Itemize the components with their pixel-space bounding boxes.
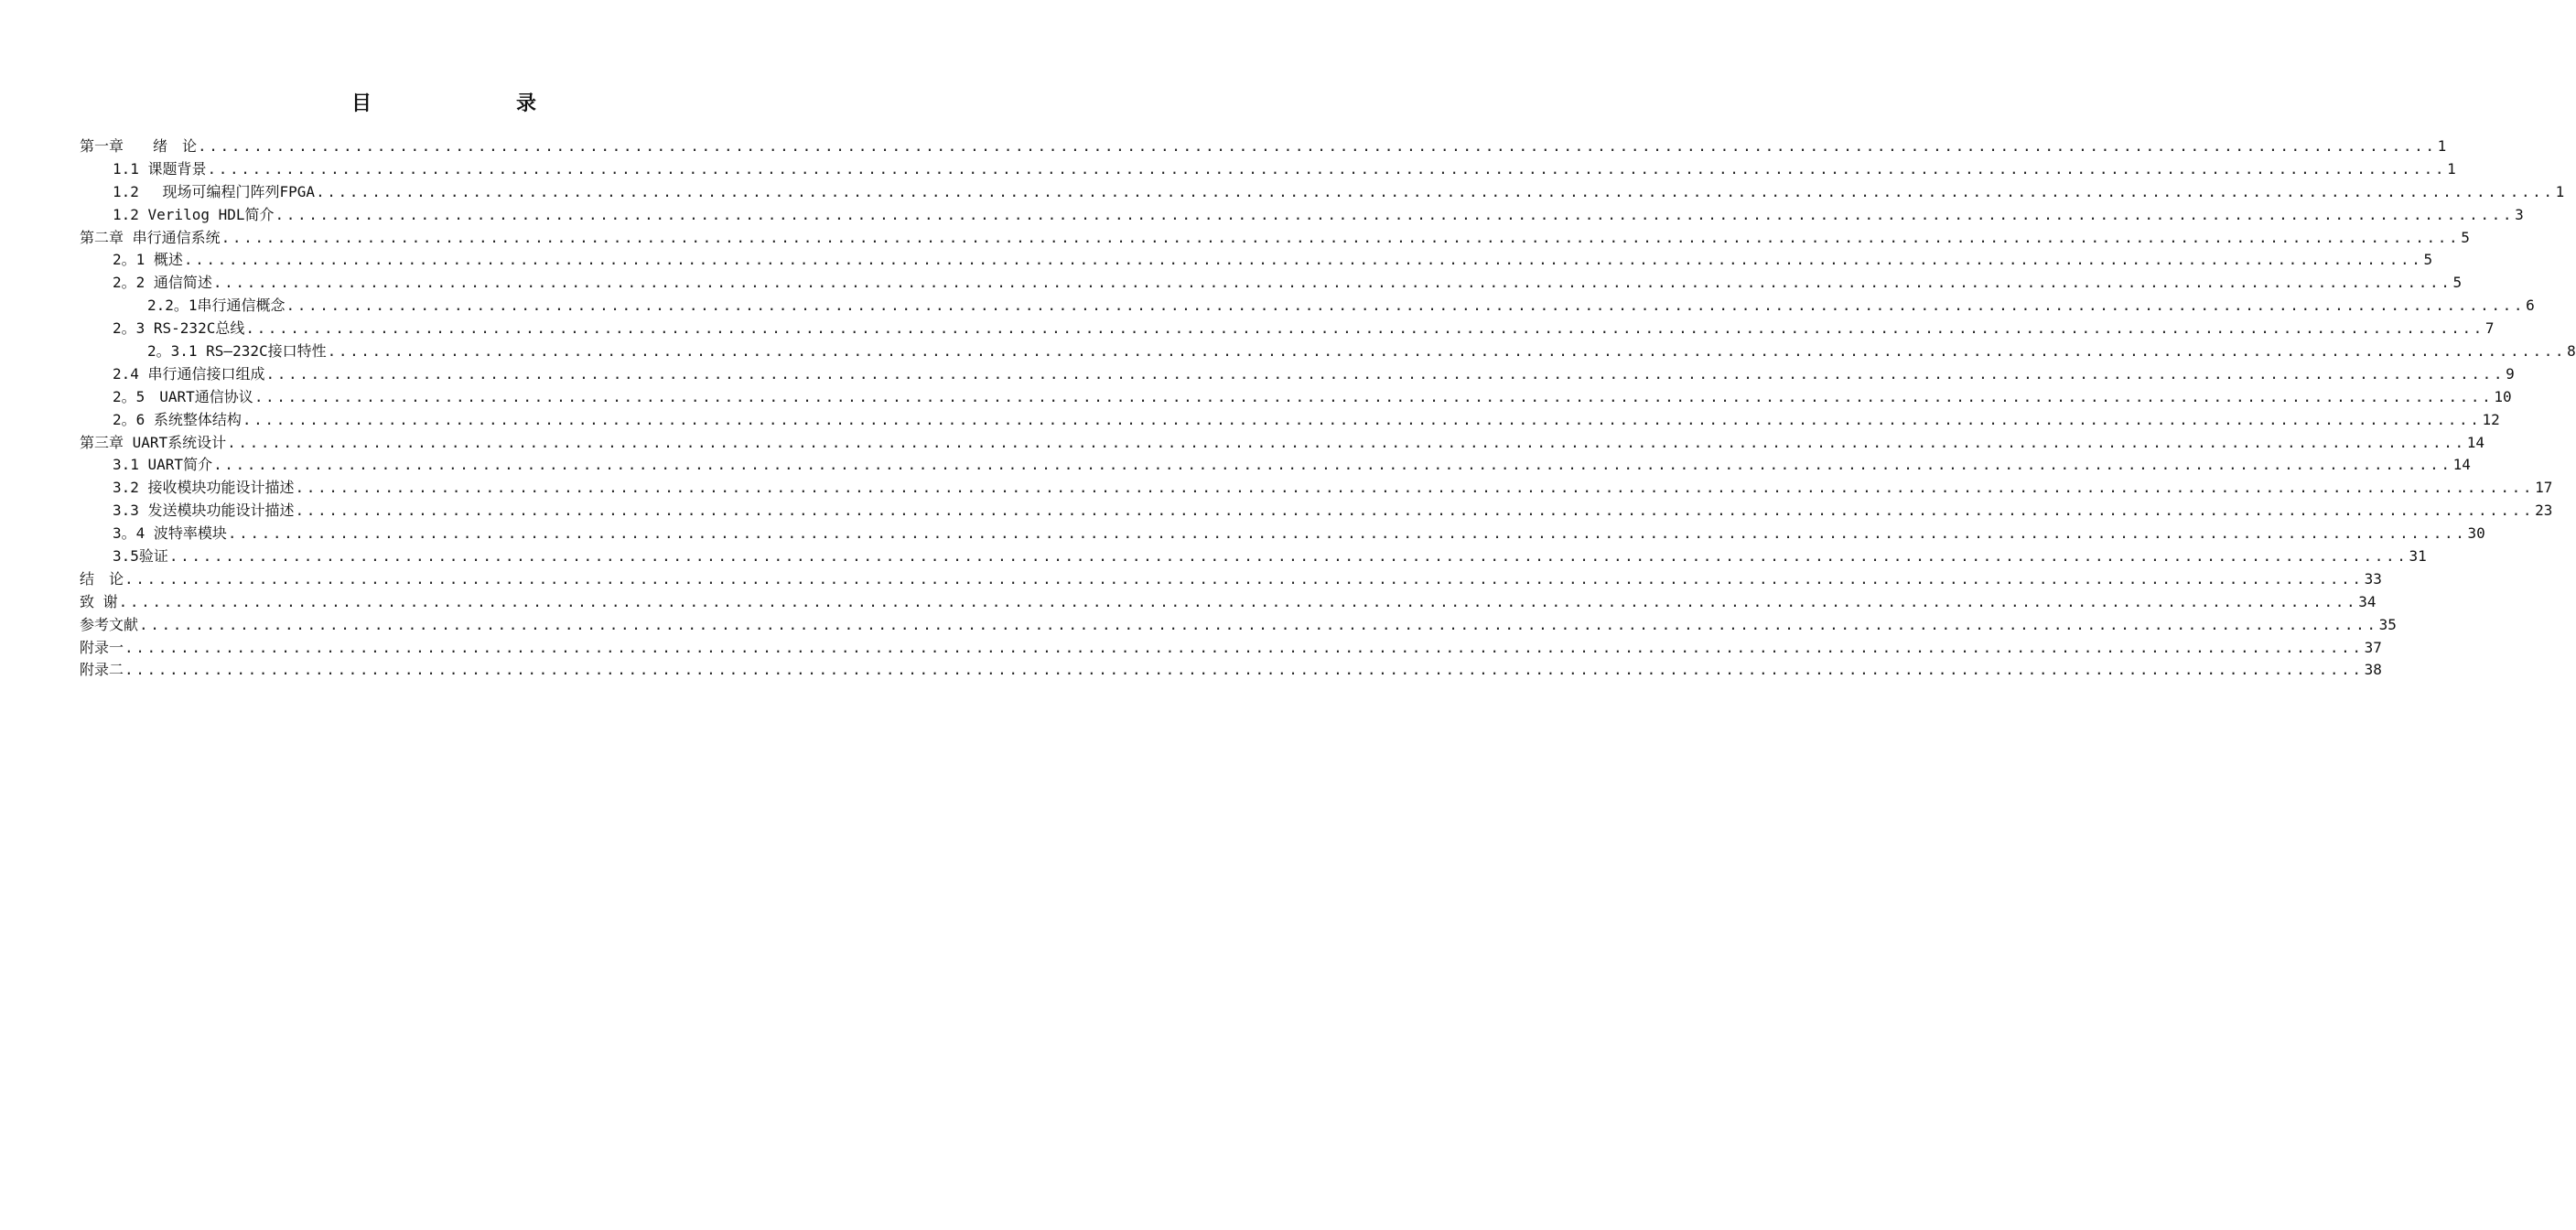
dot-leader: ........................................................................................................................................................................................................ [124, 569, 2364, 588]
toc-entry-label: 3.2 接收模块功能设计描述 [113, 479, 295, 497]
toc-entry-label: 2。1 概述 [113, 251, 183, 269]
toc-entry-page-number: 31 [2409, 547, 2427, 566]
toc-entry-label: 2。2 通信简述 [113, 274, 212, 292]
toc-entry-page-number: 8 [2567, 342, 2576, 361]
dot-leader: ........................................................................................................................................................................................................ [168, 547, 2409, 566]
dot-leader: ........................................................................................................................................................................................................ [198, 137, 2437, 155]
toc-entry[interactable] [80, 637, 2382, 660]
toc-entry-label: 参考文献 [80, 615, 139, 633]
toc-entry-label: 1.1 课题背景 [113, 159, 207, 178]
toc-entry[interactable] [80, 135, 2447, 158]
toc-entry-page-number: 34 [2358, 592, 2377, 610]
toc-entry-label: 3。4 波特率模块 [113, 524, 227, 543]
dot-leader: ........................................................................................................................................................................................................ [295, 479, 2535, 497]
toc-entry-page-number: 6 [2526, 297, 2535, 315]
toc-entry-page-number: 37 [2364, 638, 2382, 656]
dot-leader: ........................................................................................................................................................................................................ [207, 159, 2447, 178]
toc-entry[interactable] [80, 249, 2433, 272]
toc-entry-page-number: 17 [2535, 479, 2553, 497]
toc-entry[interactable] [80, 363, 2515, 386]
toc-entry-label: 2。6 系统整体结构 [113, 410, 242, 428]
toc-entry-label: 3.5验证 [113, 547, 168, 566]
dot-leader: ........................................................................................................................................................................................................ [286, 297, 2526, 315]
toc-entry[interactable] [80, 227, 2470, 250]
dot-leader: ........................................................................................................................................................................................................ [124, 638, 2364, 656]
toc-entry-label: 2。3 RS-232C总线 [113, 319, 245, 338]
dot-leader: ........................................................................................................................................................................................................ [253, 387, 2494, 405]
dot-leader: ........................................................................................................................................................................................................ [242, 410, 2482, 428]
toc-entry[interactable] [80, 340, 2576, 363]
dot-leader: ........................................................................................................................................................................................................ [118, 592, 2358, 610]
toc-entry[interactable] [80, 409, 2500, 432]
toc-entry-page-number: 38 [2364, 661, 2382, 679]
dot-leader: ........................................................................................................................................................................................................ [221, 228, 2461, 246]
toc-entry-label: 第二章 串行通信系统 [80, 228, 221, 246]
toc-entry-label: 2.2。1串行通信概念 [147, 297, 286, 315]
dot-leader: ........................................................................................................................................................................................................ [227, 524, 2467, 543]
toc-entry[interactable] [80, 477, 2553, 500]
toc-entry[interactable] [80, 545, 2427, 568]
dot-leader: ........................................................................................................................................................................................................ [212, 274, 2452, 292]
dot-leader: ........................................................................................................................................................................................................ [139, 615, 2378, 633]
toc-entry-page-number: 5 [2423, 251, 2433, 269]
toc-entry[interactable] [80, 523, 2485, 545]
toc-entry-label: 致 谢 [80, 592, 118, 610]
toc-entry-label: 附录二 [80, 661, 124, 679]
toc-entry[interactable] [80, 318, 2495, 340]
toc-entry-page-number: 35 [2378, 615, 2397, 633]
toc-entry[interactable] [80, 386, 2512, 409]
toc-entry[interactable] [80, 659, 2382, 682]
toc-entry-page-number: 9 [2506, 364, 2515, 383]
toc-entry-page-number: 1 [2437, 137, 2447, 155]
dot-leader: ........................................................................................................................................................................................................ [183, 251, 2423, 269]
toc-entry-page-number: 14 [2452, 456, 2471, 474]
toc-entry-page-number: 33 [2364, 569, 2382, 588]
toc-entry[interactable] [80, 158, 2456, 181]
dot-leader: ........................................................................................................................................................................................................ [275, 205, 2515, 223]
toc-entry-label: 3.1 UART简介 [113, 456, 213, 474]
toc-entry-label: 第一章 绪 论 [80, 137, 198, 155]
dot-leader: ........................................................................................................................................................................................................ [327, 342, 2567, 361]
toc-entry-page-number: 1 [2447, 159, 2456, 178]
toc-entry[interactable] [80, 500, 2553, 523]
toc-entry-page-number: 7 [2484, 319, 2495, 338]
toc-entry-label: 1.2 现场可编程门阵列FPGA [113, 182, 316, 200]
toc-entry[interactable] [80, 454, 2471, 477]
toc-entry[interactable] [80, 591, 2377, 614]
toc-entry-page-number: 14 [2466, 433, 2484, 451]
toc-entry-page-number: 3 [2515, 205, 2524, 223]
dot-leader: ........................................................................................................................................................................................................ [245, 319, 2484, 338]
toc-entry-page-number: 5 [2461, 228, 2470, 246]
toc-entry-label: 2.4 串行通信接口组成 [113, 364, 265, 383]
dot-leader: ........................................................................................................................................................................................................ [265, 364, 2506, 383]
toc-entry-page-number: 12 [2482, 410, 2500, 428]
toc-entry[interactable] [80, 614, 2397, 637]
toc-entry[interactable] [80, 204, 2524, 227]
dot-leader: ........................................................................................................................................................................................................ [316, 182, 2555, 200]
toc-entry-page-number: 30 [2467, 524, 2485, 543]
toc-entry[interactable] [80, 295, 2535, 318]
toc-entry-label: 2。5 UART通信协议 [113, 387, 253, 405]
toc-entry-page-number: 1 [2555, 182, 2565, 200]
toc-entry-page-number: 5 [2452, 274, 2463, 292]
toc-entry-label: 1.2 Verilog HDL简介 [113, 205, 275, 223]
dot-leader: ........................................................................................................................................................................................................ [124, 661, 2364, 679]
toc-title: 目 录 [350, 92, 571, 115]
toc-entry-page-number: 23 [2535, 502, 2553, 520]
toc-entry-label: 第三章 UART系统设计 [80, 433, 227, 451]
table-of-contents [80, 135, 2576, 682]
toc-entry-label: 结 论 [80, 569, 124, 588]
toc-entry-label: 附录一 [80, 638, 124, 656]
toc-entry[interactable] [80, 432, 2484, 455]
dot-leader: ........................................................................................................................................................................................................ [295, 502, 2535, 520]
toc-entry-page-number: 10 [2494, 387, 2512, 405]
toc-entry[interactable] [80, 181, 2565, 204]
dot-leader: ........................................................................................................................................................................................................ [213, 456, 2452, 474]
toc-entry[interactable] [80, 272, 2463, 295]
dot-leader: ........................................................................................................................................................................................................ [227, 433, 2466, 451]
toc-entry-label: 2。3.1 RS—232C接口特性 [147, 342, 327, 361]
toc-entry[interactable] [80, 568, 2382, 591]
toc-entry-label: 3.3 发送模块功能设计描述 [113, 502, 295, 520]
